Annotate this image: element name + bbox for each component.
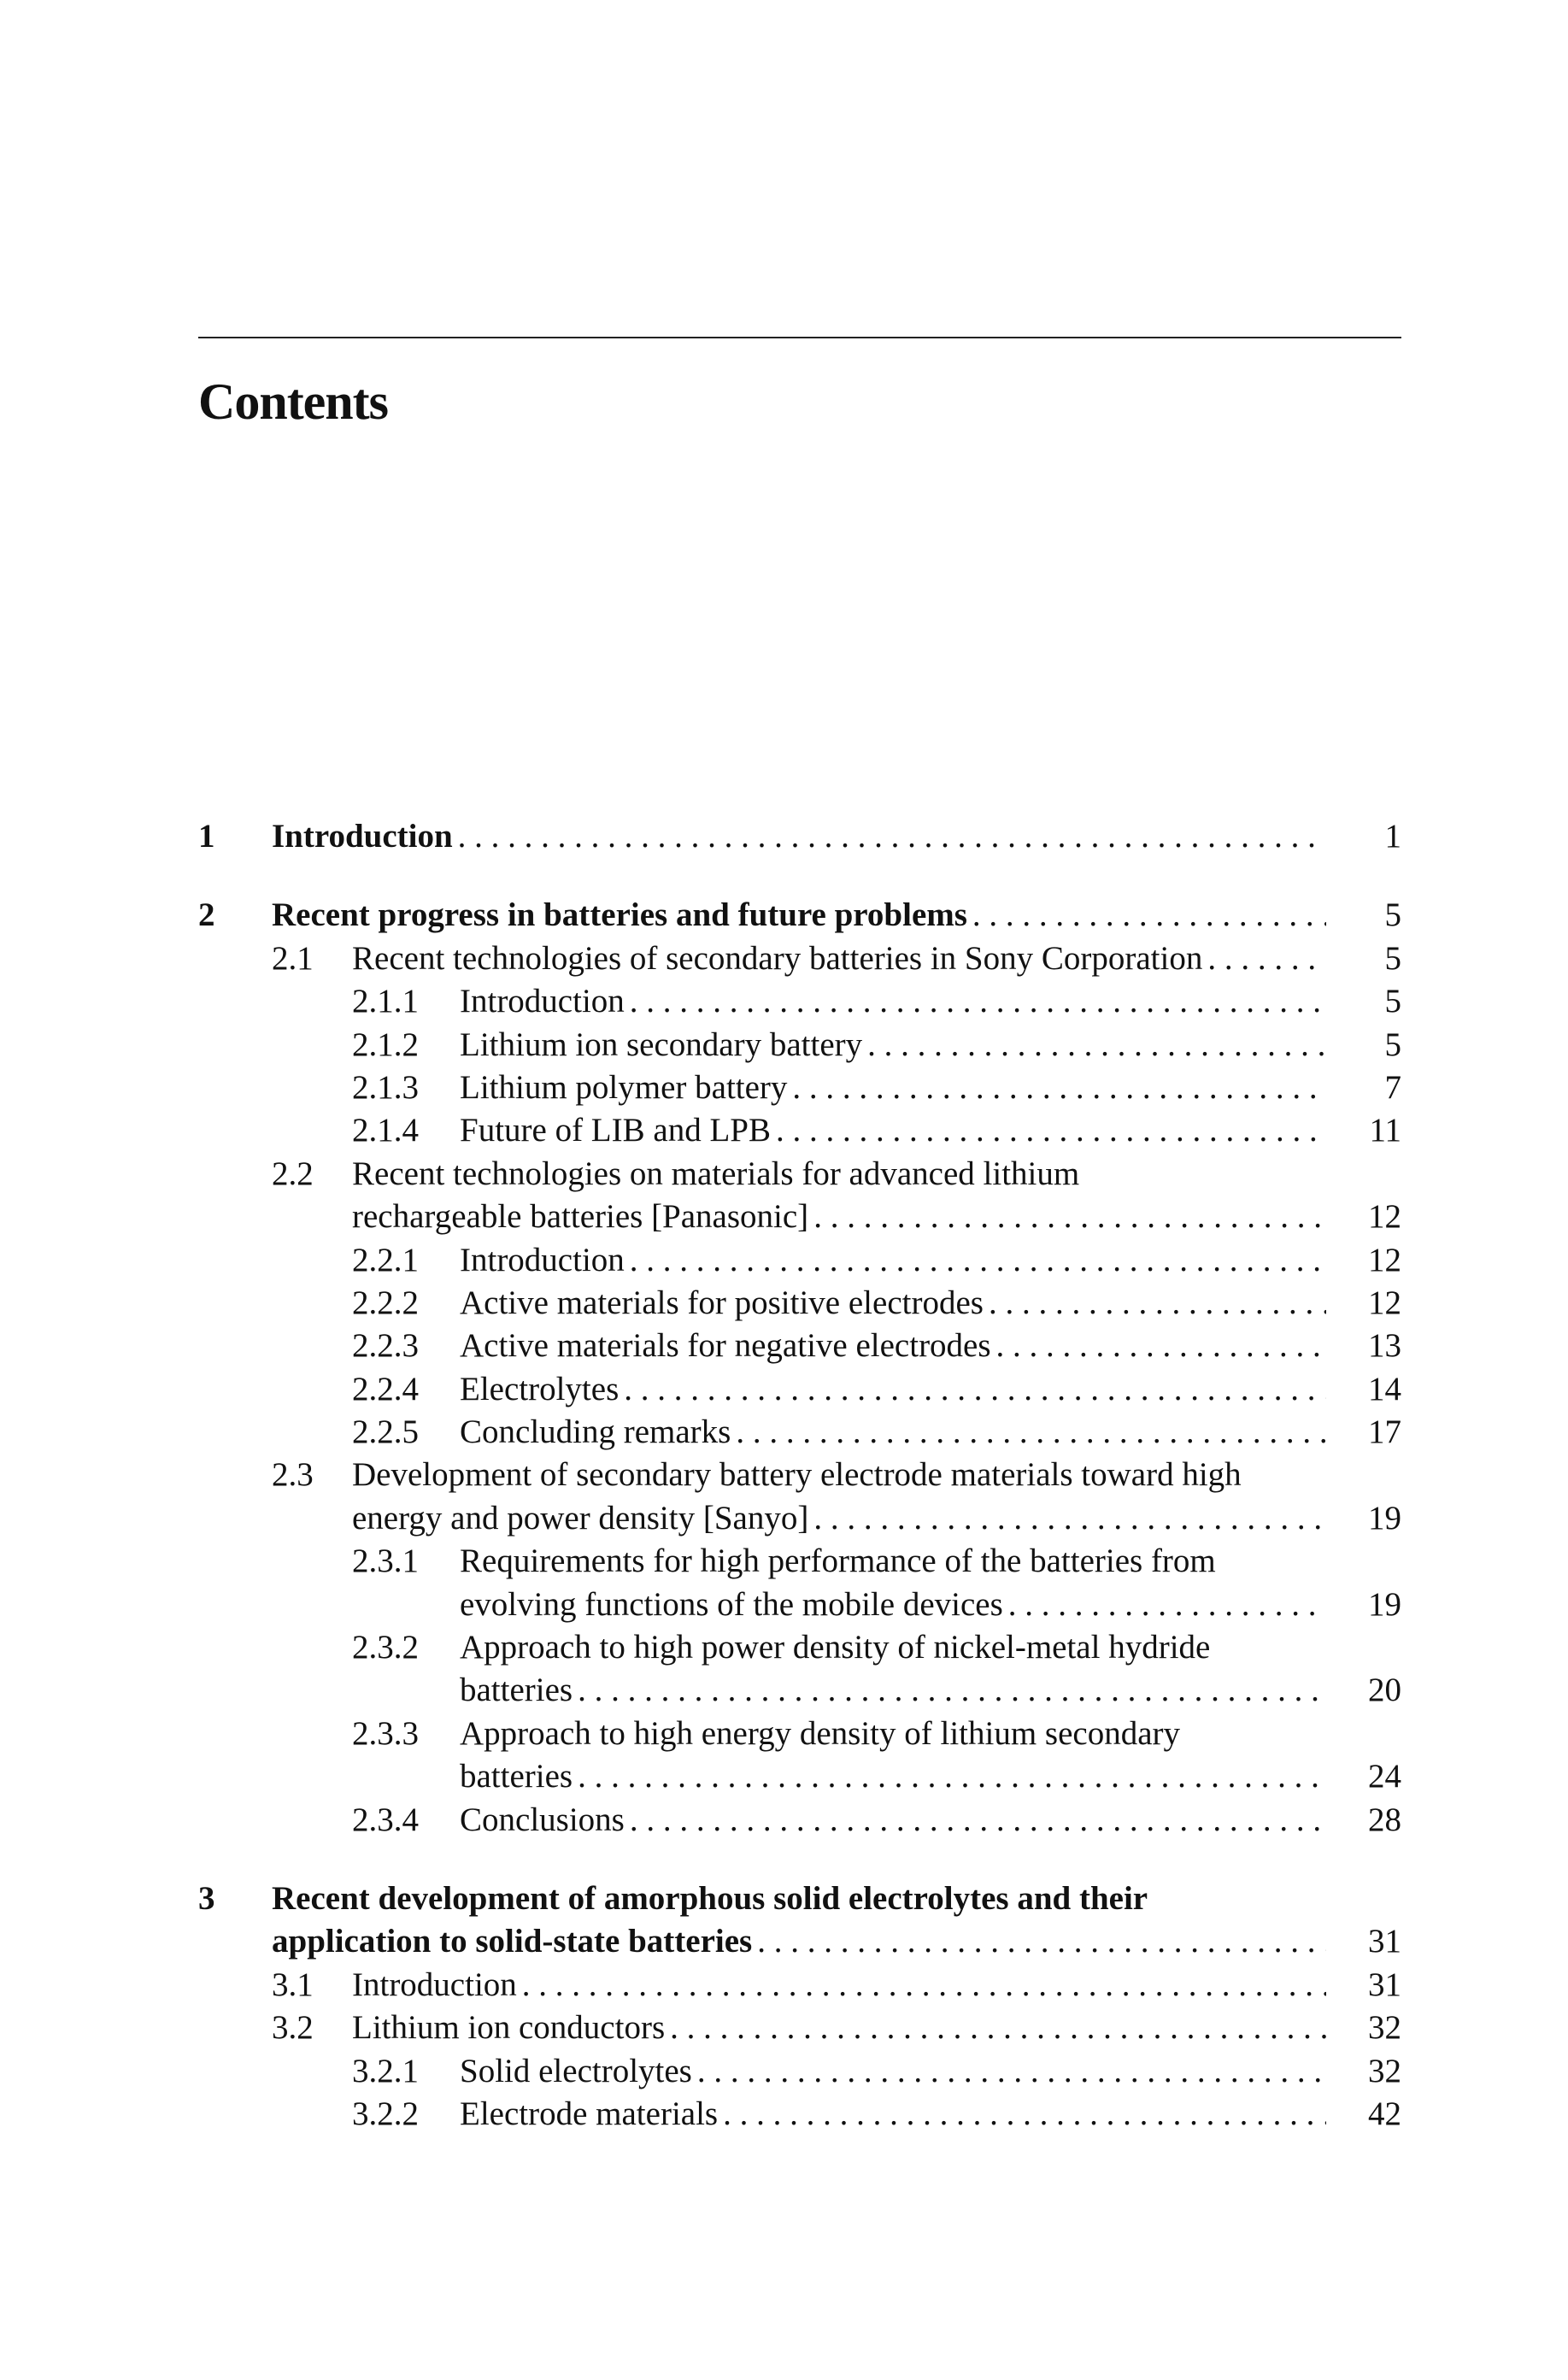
toc-entry-number: 2.3.4 xyxy=(352,1801,419,1838)
toc-entry-page: 5 xyxy=(1384,983,1401,1020)
toc-entry-title-cont: rechargeable batteries [Panasonic] xyxy=(352,1198,809,1236)
toc-entry-title: Future of LIB and LPB xyxy=(460,1112,771,1149)
dot-leader xyxy=(1207,937,1326,980)
dot-leader xyxy=(813,1196,1326,1238)
dot-leader xyxy=(736,1411,1326,1454)
toc-entry-title: Introduction xyxy=(272,818,453,855)
toc-entry-title: Active materials for positive electrodes xyxy=(460,1284,984,1321)
toc-entry[interactable] xyxy=(198,2050,1401,2093)
toc-entry-number: 2.2.3 xyxy=(352,1327,419,1365)
dot-leader xyxy=(630,980,1326,1023)
dot-leader xyxy=(630,1799,1326,1842)
toc-entry[interactable] xyxy=(198,1411,1401,1454)
toc-entry-number: 2.3.2 xyxy=(352,1629,419,1666)
toc-entry-page: 1 xyxy=(1384,818,1401,855)
toc-entry-title: Introduction xyxy=(352,1966,517,2003)
toc-entry-number: 2.1.4 xyxy=(352,1112,419,1149)
header-rule xyxy=(198,337,1401,338)
toc-entry[interactable] xyxy=(198,1282,1401,1325)
toc-entry[interactable] xyxy=(198,937,1401,980)
toc-entry-number: 2.1.3 xyxy=(352,1068,419,1106)
dot-leader xyxy=(624,1368,1326,1411)
toc-entry-page: 20 xyxy=(1368,1672,1401,1709)
toc-entry[interactable] xyxy=(198,1325,1401,1367)
toc-entry-page: 11 xyxy=(1369,1112,1401,1149)
dot-leader xyxy=(1008,1584,1326,1626)
toc-entry-title-cont: energy and power density [Sanyo] xyxy=(352,1499,809,1537)
page-title: Contents xyxy=(198,373,389,430)
toc-entry-page: 32 xyxy=(1368,2009,1401,2047)
toc-entry-page: 12 xyxy=(1368,1241,1401,1278)
dot-leader xyxy=(776,1109,1326,1152)
toc-entry-page: 31 xyxy=(1368,1923,1401,1960)
toc-entry-page: 42 xyxy=(1368,2095,1401,2132)
toc-entry[interactable] xyxy=(198,1239,1401,1282)
toc-entry-title-cont: evolving functions of the mobile devices xyxy=(460,1585,1003,1623)
toc-entry[interactable] xyxy=(198,1799,1401,1842)
toc-entry-title-cont: batteries xyxy=(460,1758,573,1795)
dot-leader xyxy=(723,2093,1326,2136)
dot-leader xyxy=(697,2050,1326,2093)
toc-entry-title: Conclusions xyxy=(460,1801,625,1838)
toc-entry-page: 12 xyxy=(1368,1198,1401,1236)
dot-leader xyxy=(792,1067,1326,1109)
toc-entry-page: 24 xyxy=(1368,1758,1401,1795)
toc-entry[interactable] xyxy=(198,1540,1401,1583)
toc-entry-continuation[interactable] xyxy=(198,1755,1401,1798)
toc-entry-number: 3.2.2 xyxy=(352,2095,419,2132)
toc-entry-title: Development of secondary battery electrode materials toward high xyxy=(352,1456,1242,1494)
toc-entry[interactable] xyxy=(198,1964,1401,2007)
toc-entry-number: 3.2.1 xyxy=(352,2052,419,2089)
toc-entry[interactable] xyxy=(198,1153,1401,1196)
toc-entry[interactable] xyxy=(198,2007,1401,2049)
toc-entry-continuation[interactable] xyxy=(198,1920,1401,1963)
dot-leader xyxy=(578,1755,1326,1798)
table-of-contents xyxy=(198,815,1401,2136)
toc-entry-title: Introduction xyxy=(460,983,625,1020)
toc-entry-page: 5 xyxy=(1384,896,1401,934)
toc-entry-title-cont: batteries xyxy=(460,1672,573,1709)
toc-entry-page: 17 xyxy=(1368,1413,1401,1451)
toc-entry-number: 2.2 xyxy=(272,1155,314,1192)
toc-entry-number: 3.1 xyxy=(272,1966,314,2003)
dot-leader xyxy=(522,1964,1326,2007)
toc-entry-title: Recent technologies on materials for advanced lithium xyxy=(352,1155,1080,1192)
toc-entry-title: Lithium ion conductors xyxy=(352,2009,666,2047)
toc-entry[interactable] xyxy=(198,980,1401,1023)
dot-leader xyxy=(757,1920,1326,1963)
toc-entry-title: Concluding remarks xyxy=(460,1413,731,1451)
toc-entry[interactable] xyxy=(198,1109,1401,1152)
toc-entry-number: 2.1.2 xyxy=(352,1025,419,1063)
toc-entry-title: Electrolytes xyxy=(460,1370,620,1407)
toc-entry-title: Lithium polymer battery xyxy=(460,1068,788,1106)
toc-entry-number: 2.2.1 xyxy=(352,1241,419,1278)
toc-entry-page: 13 xyxy=(1368,1327,1401,1365)
toc-entry-number: 2.2.2 xyxy=(352,1284,419,1321)
toc-entry-number: 2.3.1 xyxy=(352,1543,419,1580)
toc-entry[interactable] xyxy=(198,1713,1401,1755)
toc-entry[interactable] xyxy=(198,815,1401,858)
toc-entry-number: 1 xyxy=(198,818,215,855)
toc-entry-continuation[interactable] xyxy=(198,1584,1401,1626)
toc-entry-number: 2.2.4 xyxy=(352,1370,419,1407)
dot-leader xyxy=(458,815,1326,858)
toc-entry-title: Recent progress in batteries and future problems xyxy=(272,896,967,934)
toc-entry-page: 32 xyxy=(1368,2052,1401,2089)
toc-entry-page: 19 xyxy=(1368,1585,1401,1623)
toc-entry[interactable] xyxy=(198,1067,1401,1109)
toc-entry-title: Lithium ion secondary battery xyxy=(460,1025,863,1063)
toc-entry-title: Introduction xyxy=(460,1241,625,1278)
toc-entry-page: 5 xyxy=(1384,1025,1401,1063)
dot-leader xyxy=(867,1024,1326,1067)
dot-leader xyxy=(630,1239,1326,1282)
toc-entry[interactable] xyxy=(198,1626,1401,1669)
toc-entry-title: Approach to high power density of nickel-metal hydride xyxy=(460,1629,1211,1666)
toc-entry-page: 28 xyxy=(1368,1801,1401,1838)
dot-leader xyxy=(996,1325,1326,1367)
toc-entry-number: 3 xyxy=(198,1879,215,1917)
toc-entry[interactable] xyxy=(198,2093,1401,2136)
toc-entry-number: 2.3 xyxy=(272,1456,314,1494)
toc-entry-number: 2.2.5 xyxy=(352,1413,419,1451)
toc-entry[interactable] xyxy=(198,1454,1401,1496)
toc-entry-number: 2.1.1 xyxy=(352,983,419,1020)
toc-entry-number: 2.1 xyxy=(272,939,314,977)
toc-entry-title-cont: application to solid-state batteries xyxy=(272,1923,753,1960)
toc-entry-page: 31 xyxy=(1368,1966,1401,2003)
toc-entry-number: 3.2 xyxy=(272,2009,314,2047)
toc-entry-page: 19 xyxy=(1368,1499,1401,1537)
toc-entry-title: Solid electrolytes xyxy=(460,2052,692,2089)
toc-entry-title: Recent technologies of secondary batteries in Sony Corporation xyxy=(352,939,1203,977)
dot-leader xyxy=(989,1282,1326,1325)
toc-entry-continuation[interactable] xyxy=(198,1497,1401,1540)
toc-entry[interactable] xyxy=(198,894,1401,937)
toc-entry-title: Electrode materials xyxy=(460,2095,719,2132)
toc-entry-page: 5 xyxy=(1384,939,1401,977)
toc-entry-number: 2 xyxy=(198,896,215,934)
toc-entry[interactable] xyxy=(198,1878,1401,1920)
toc-entry-page: 12 xyxy=(1368,1284,1401,1321)
toc-entry-continuation[interactable] xyxy=(198,1669,1401,1712)
toc-entry-title: Recent development of amorphous solid electrolytes and their xyxy=(272,1879,1148,1917)
toc-entry-continuation[interactable] xyxy=(198,1196,1401,1238)
dot-leader xyxy=(972,894,1326,937)
toc-entry-number: 2.3.3 xyxy=(352,1714,419,1752)
toc-entry[interactable] xyxy=(198,1024,1401,1067)
toc-entry-page: 7 xyxy=(1384,1068,1401,1106)
dot-leader xyxy=(578,1669,1326,1712)
toc-entry[interactable] xyxy=(198,1368,1401,1411)
toc-entry-page: 14 xyxy=(1368,1370,1401,1407)
toc-entry-title: Requirements for high performance of the batteries from xyxy=(460,1543,1216,1580)
dot-leader xyxy=(813,1497,1326,1540)
toc-entry-title: Approach to high energy density of lithium secondary xyxy=(460,1714,1181,1752)
dot-leader xyxy=(670,2007,1326,2049)
toc-entry-title: Active materials for negative electrodes xyxy=(460,1327,991,1365)
